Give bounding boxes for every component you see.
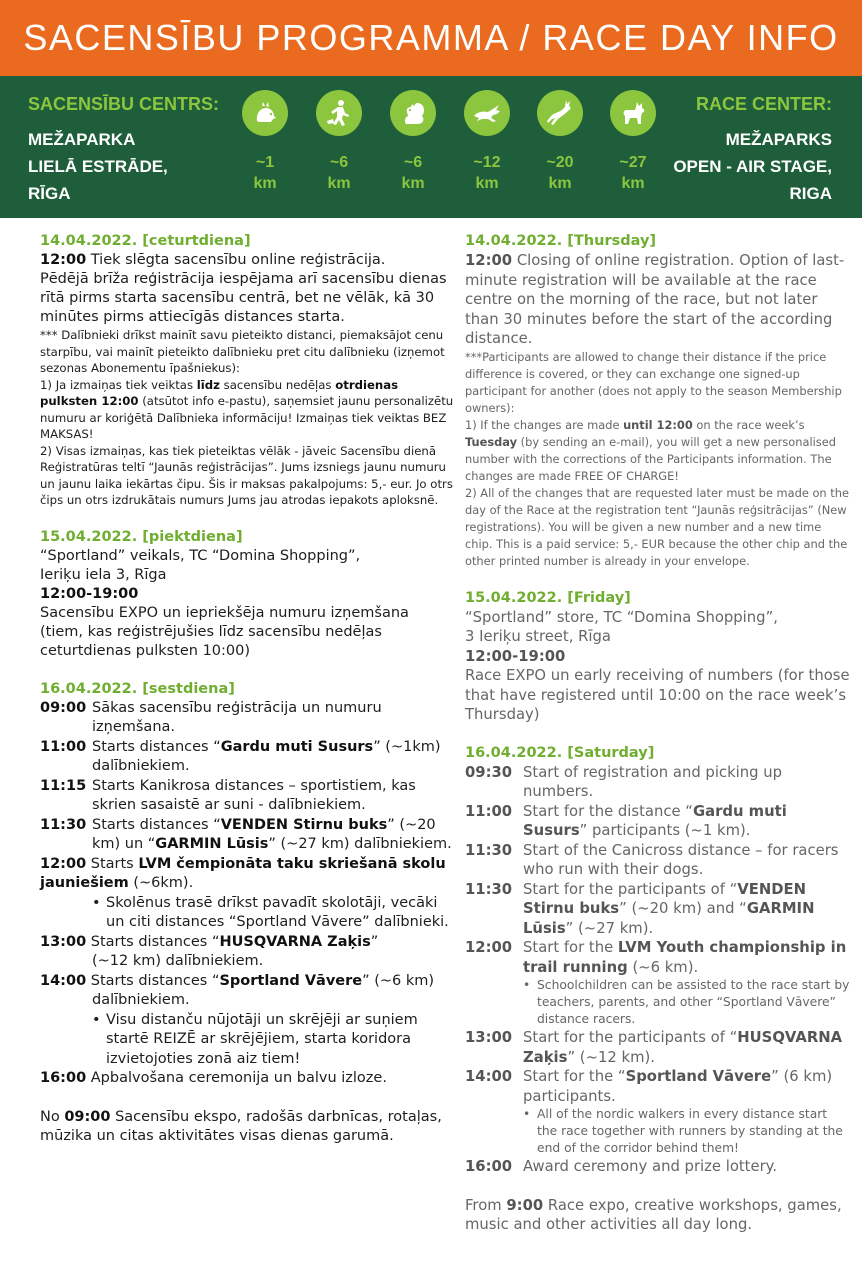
time: 09:00 xyxy=(64,1108,111,1125)
note: 2) All of the changes that are requested later must be made on the day of the Race at the registration tent “Jaunās reģsitrācijas” (New registrations). You will be given a new number and a new time chip. This is a paid service: 5,- EUR because the other chip and the other printed number is already in your envelope. xyxy=(465,485,849,568)
description xyxy=(523,802,850,841)
bullet-text: All of the nordic walkers in every distance start the race together with runners by standing at the end of the corridor behind them! xyxy=(537,1107,843,1155)
distance-unit: km xyxy=(401,175,425,192)
distance-name: HUSQVARNA Zaķis xyxy=(523,1029,843,1066)
distance-name: LVM Youth championship in trail running xyxy=(523,939,847,976)
race-center-place-lv xyxy=(28,126,168,207)
date-heading: 16.04.2022. [Saturday] xyxy=(465,744,655,761)
time: 16:00 xyxy=(40,1070,87,1086)
text: Starts distances “ xyxy=(86,933,220,950)
schedule-row xyxy=(40,777,455,816)
text: Start for the participants of “ xyxy=(523,880,738,898)
distance-name: HUSQVARNA Zaķis xyxy=(219,933,371,950)
text: Race expo, creative workshops, games, music and other activities all day long. xyxy=(465,1196,842,1233)
time: 14:00 xyxy=(465,1068,513,1085)
distance-name: GARMIN Lūsis xyxy=(523,900,815,937)
race-center-label-lv: SACENSĪBU CENTRS: xyxy=(28,94,220,114)
text: ” (~6 km) xyxy=(362,972,435,989)
squirrel-icon xyxy=(390,90,436,136)
program-en xyxy=(465,232,850,1235)
schedule-row xyxy=(40,933,455,953)
distance-name: Gardu muti Susurs xyxy=(523,802,787,839)
bullet-item: • All of the nordic walkers in every distance start the race together with runners by standing at the end of the corridor behind them! xyxy=(465,1106,850,1157)
distance-name: GARMIN Lūsis xyxy=(155,836,269,852)
description: Start of registration and picking up numbers. xyxy=(523,763,782,800)
text: Starts distances “ xyxy=(92,738,221,755)
text: ” participants (~1 km). xyxy=(579,822,751,839)
distance-km: ~1 xyxy=(255,154,275,171)
strong: līdz xyxy=(196,377,220,392)
date-heading: 16.04.2022. [sestdiena] xyxy=(40,680,235,697)
text: Starts xyxy=(86,855,139,872)
paragraph xyxy=(465,251,850,349)
note: *** Dalībnieki drīkst mainīt savu pieteikto distanci, piemaksājot cenu starpību, vai mainīt pieteikto dalībnieku pret citu dalībnieku (izņemot sezonas Abonementu īpašniekus): xyxy=(40,328,445,375)
text: (~6 km). xyxy=(627,958,699,976)
note xyxy=(465,417,850,485)
description xyxy=(92,816,455,855)
runner-dog-icon xyxy=(316,90,362,136)
schedule-continuation: dalībniekiem. xyxy=(92,992,190,1008)
strong: until 12:00 xyxy=(623,417,693,432)
description xyxy=(92,738,455,777)
race-center-band xyxy=(0,76,862,218)
paragraph: Pēdējā brīža reģistrācija iespējama arī sacensību dienas rītā pirms starta sacensību centrā, bet ne vēlāk, kā 30 minūtes pirms attiecīgās distances starta. xyxy=(40,271,447,325)
distance-km: ~6 xyxy=(403,154,423,171)
schedule-row xyxy=(465,880,850,939)
text: Start for the xyxy=(523,939,618,956)
distance-unit: km xyxy=(327,175,351,192)
distance-name: Sportland Vāvere xyxy=(219,972,363,989)
race-center-label-en: RACE CENTER: xyxy=(695,94,832,114)
paragraph xyxy=(40,251,455,270)
time: 11:30 xyxy=(465,841,513,859)
time: 12:00 xyxy=(465,252,513,269)
strong: otrdienas pulksten 12:00 xyxy=(40,377,399,408)
address-line: 3 Ieriķu street, Rīga xyxy=(465,628,611,645)
time: 13:00 xyxy=(465,1029,513,1046)
note: ***Participants are allowed to change their distance if the price difference is covered, or they can exchange one signed-up participant for another (does not apply to the season Membership owners): xyxy=(465,349,842,415)
distance-km: ~27 xyxy=(619,154,647,171)
place-line: LIELĀ ESTRĀDE, xyxy=(28,157,168,176)
hare-icon xyxy=(464,90,510,136)
time: 12:00 xyxy=(465,939,513,956)
schedule-row xyxy=(40,855,455,894)
time: 11:15 xyxy=(40,777,87,794)
text: Start for the distance “ xyxy=(523,802,693,820)
place-line: MEŽAPARKS xyxy=(725,130,832,149)
text: Starts distances “ xyxy=(92,816,221,833)
bullet-text: Schoolchildren can be assisted to the race start by teachers, parents, and other “Sportland Vāvere” distance racers. xyxy=(537,978,850,1026)
time: 09:00 xyxy=(40,699,87,716)
time: 16:00 xyxy=(465,1158,513,1175)
distance-km: ~12 xyxy=(473,154,501,171)
schedule-row xyxy=(465,763,850,802)
text: Start for the participants of “ xyxy=(523,1029,738,1046)
schedule-row xyxy=(40,816,455,855)
description: Start of the Canicross distance – for racers who run with their dogs. xyxy=(523,841,839,878)
header-bar xyxy=(0,0,862,76)
time: 11:30 xyxy=(465,880,513,898)
text: No xyxy=(40,1108,65,1125)
place-line: RĪGA xyxy=(28,184,71,203)
distance-km: ~20 xyxy=(546,154,574,171)
place-line: OPEN - AIR STAGE, xyxy=(673,157,832,176)
date-heading: 14.04.2022. [Thursday] xyxy=(465,233,657,249)
distance-unit: km xyxy=(253,175,277,192)
text: Starts distances “ xyxy=(86,972,220,989)
text: Sacensību ekspo, radošās darbnīcas, rotaļas, mūzika un citas aktivitātes visas dienas garumā. xyxy=(40,1108,442,1144)
distance-badge xyxy=(316,90,362,194)
date-heading: 15.04.2022. [piektdiena] xyxy=(40,528,243,545)
place-line: MEŽAPARKA xyxy=(28,130,136,149)
time: 12:00 xyxy=(40,855,87,872)
text: ” xyxy=(370,933,379,950)
distance-unit: km xyxy=(548,175,572,192)
note xyxy=(40,377,455,443)
closing-paragraph xyxy=(465,1196,850,1235)
distance-name: VENDEN Stirnu buks xyxy=(220,816,388,833)
date-heading: 15.04.2022. [Friday] xyxy=(465,589,631,606)
time: 09:30 xyxy=(465,763,513,781)
description xyxy=(523,880,850,939)
text: (atsūtot info e-pastu), saņemsiet jaunu personalizētu numuru ar koriģētā Dalībnieka informāciju! Izmaiņas tiek veiktas BEZ MAKSAS! xyxy=(40,394,454,441)
schedule-row xyxy=(465,1067,850,1106)
distance-unit: km xyxy=(475,175,499,192)
lynx-icon xyxy=(610,90,656,136)
time: 9:00 xyxy=(506,1196,544,1214)
paragraph: Race EXPO un early receiving of numbers (for those that have registered until 10:00 on the race week’s Thursday) xyxy=(465,667,850,723)
text: Apbalvošana ceremonija un balvu izloze. xyxy=(86,1070,387,1086)
page-title: SACENSĪBU PROGRAMMA / RACE DAY INFO xyxy=(23,17,839,58)
bullet-text: Skolēnus trasē drīkst pavadīt skolotāji, vecāki un citi distances “Sportland Vāvere” dalībnieki. xyxy=(106,894,449,930)
text: Closing of online registration. Option of last-minute registration will be available at the race centre on the morning of the race, but not later than 30 minutes before the start of the according distance. xyxy=(465,252,845,347)
closing-paragraph xyxy=(40,1108,455,1146)
schedule-row xyxy=(465,1157,850,1177)
time: 11:00 xyxy=(40,738,87,755)
text: ” (6 km) participants. xyxy=(523,1068,833,1105)
text: 1) Ja izmaiņas tiek veiktas xyxy=(40,377,197,392)
time xyxy=(40,585,455,604)
bullet-item: • Skolēnus trasē drīkst pavadīt skolotāji, vecāki un citi distances “Sportland Vāvere” dalībnieki. xyxy=(40,894,455,933)
distance-name: Sportland Vāvere xyxy=(625,1068,772,1085)
strong: Tuesday xyxy=(465,434,518,449)
schedule-row xyxy=(465,938,850,977)
address-line: Ieriķu iela 3, Rīga xyxy=(40,566,167,583)
description: Sākas sacensību reģistrācija un numuru izņemšana. xyxy=(92,699,382,735)
time-range: 12:00-19:00 xyxy=(465,647,566,665)
text: Start for the “ xyxy=(523,1068,626,1085)
schedule-row xyxy=(465,802,850,841)
schedule-row xyxy=(40,1069,455,1089)
race-center-place-en xyxy=(673,126,832,207)
bullet-text: Visu distanču nūjotāji un skrējēji ar suņiem startē REIZĒ ar skrējējiem, starta koridora izvietojoties zonā aiz tiem! xyxy=(106,1011,418,1067)
text: ” (~20 km) and “ xyxy=(619,900,747,917)
text: (by sending an e-mail), you will get a new personalised number with the corrections of the Participants information. The changes are made FREE OF CHARGE! xyxy=(465,434,836,483)
distance-name: VENDEN Stirnu buks xyxy=(523,880,806,917)
address-line: “Sportland” veikals, TC “Domina Shopping”, xyxy=(40,547,361,564)
description xyxy=(523,1028,850,1067)
text: ” (~27 km). xyxy=(565,919,654,937)
distance-km: ~6 xyxy=(329,154,349,171)
text: ” (~1km) dalībniekiem. xyxy=(92,738,441,774)
distance-badge xyxy=(464,90,510,194)
text: 1) If the changes are made xyxy=(465,417,624,432)
hedgehog-icon xyxy=(242,90,288,136)
time: 11:30 xyxy=(40,816,87,833)
description xyxy=(523,1067,850,1106)
schedule-row xyxy=(40,738,455,777)
schedule-row xyxy=(465,1028,850,1067)
text: sacensību nedēļas xyxy=(219,377,336,392)
bullet-item: • Visu distanču nūjotāji un skrējēji ar suņiem startē REIZĒ ar skrējējiem, starta koridora izvietojoties zonā aiz tiem! xyxy=(40,1011,455,1070)
deer-icon xyxy=(537,90,583,136)
distance-badge xyxy=(242,90,288,194)
schedule-continuation: (~12 km) dalībniekiem. xyxy=(92,953,264,969)
time: 13:00 xyxy=(40,933,87,950)
schedule-row xyxy=(40,699,455,738)
text: on the race week’s xyxy=(692,417,805,432)
date-heading: 14.04.2022. [ceturtdiena] xyxy=(40,233,251,249)
address-line: “Sportland” store, TC “Domina Shopping”, xyxy=(465,608,778,626)
distance-name: LVM čempionāta taku skriešanā skolu jauniešiem xyxy=(40,855,446,891)
description: Starts Kanikrosa distances – sportistiem, kas skrien sasaistē ar suni - dalībniekiem. xyxy=(92,777,416,813)
paragraph: Sacensību EXPO un iepriekšēja numuru izņemšana (tiem, kas reģistrējušies līdz sacensību nedēļas ceturtdienas pulksten 10:00) xyxy=(40,604,409,659)
time: 14:00 xyxy=(40,972,87,989)
distance-badge xyxy=(537,90,583,194)
text: From xyxy=(465,1196,507,1214)
time xyxy=(465,647,850,667)
description xyxy=(523,938,850,977)
schedule-row xyxy=(465,841,850,880)
description: Award ceremony and prize lottery. xyxy=(523,1158,778,1175)
distance-badge xyxy=(390,90,436,194)
bullet-item: • Schoolchildren can be assisted to the race start by teachers, parents, and other “Sportland Vāvere” distance racers. xyxy=(523,978,850,1026)
program-lv xyxy=(40,232,455,1146)
time: 12:00 xyxy=(40,252,87,268)
text: ” (~20 km) un “ xyxy=(92,816,436,852)
distance-name: Gardu muti Susurs xyxy=(220,738,374,755)
schedule-row xyxy=(40,972,455,992)
text: ” (~12 km). xyxy=(567,1048,655,1066)
text: Tiek slēgta sacensību online reģistrācija. xyxy=(86,252,386,268)
time: 11:00 xyxy=(465,802,513,820)
text: ” (~27 km) dalībniekiem. xyxy=(268,836,452,852)
text: (~6km). xyxy=(128,875,194,891)
time-range: 12:00-19:00 xyxy=(40,585,139,602)
distance-unit: km xyxy=(621,175,645,192)
distance-badge xyxy=(610,90,656,194)
note: 2) Visas izmaiņas, kas tiek pieteiktas vēlāk - jāveic Sacensību dienā Reģistratūras teltī “Jaunās reģistrācijas”. Jums izsniegs jaunu numuru un jaunu laika iekārtas čipu. Šis ir maksas pakalpojums: 5,- eur. Jo otrs čips un otrs izdrukātais numurs Jums jau atrodas iepakots aploksnē. xyxy=(40,443,453,507)
place-line: RIGA xyxy=(789,184,832,203)
